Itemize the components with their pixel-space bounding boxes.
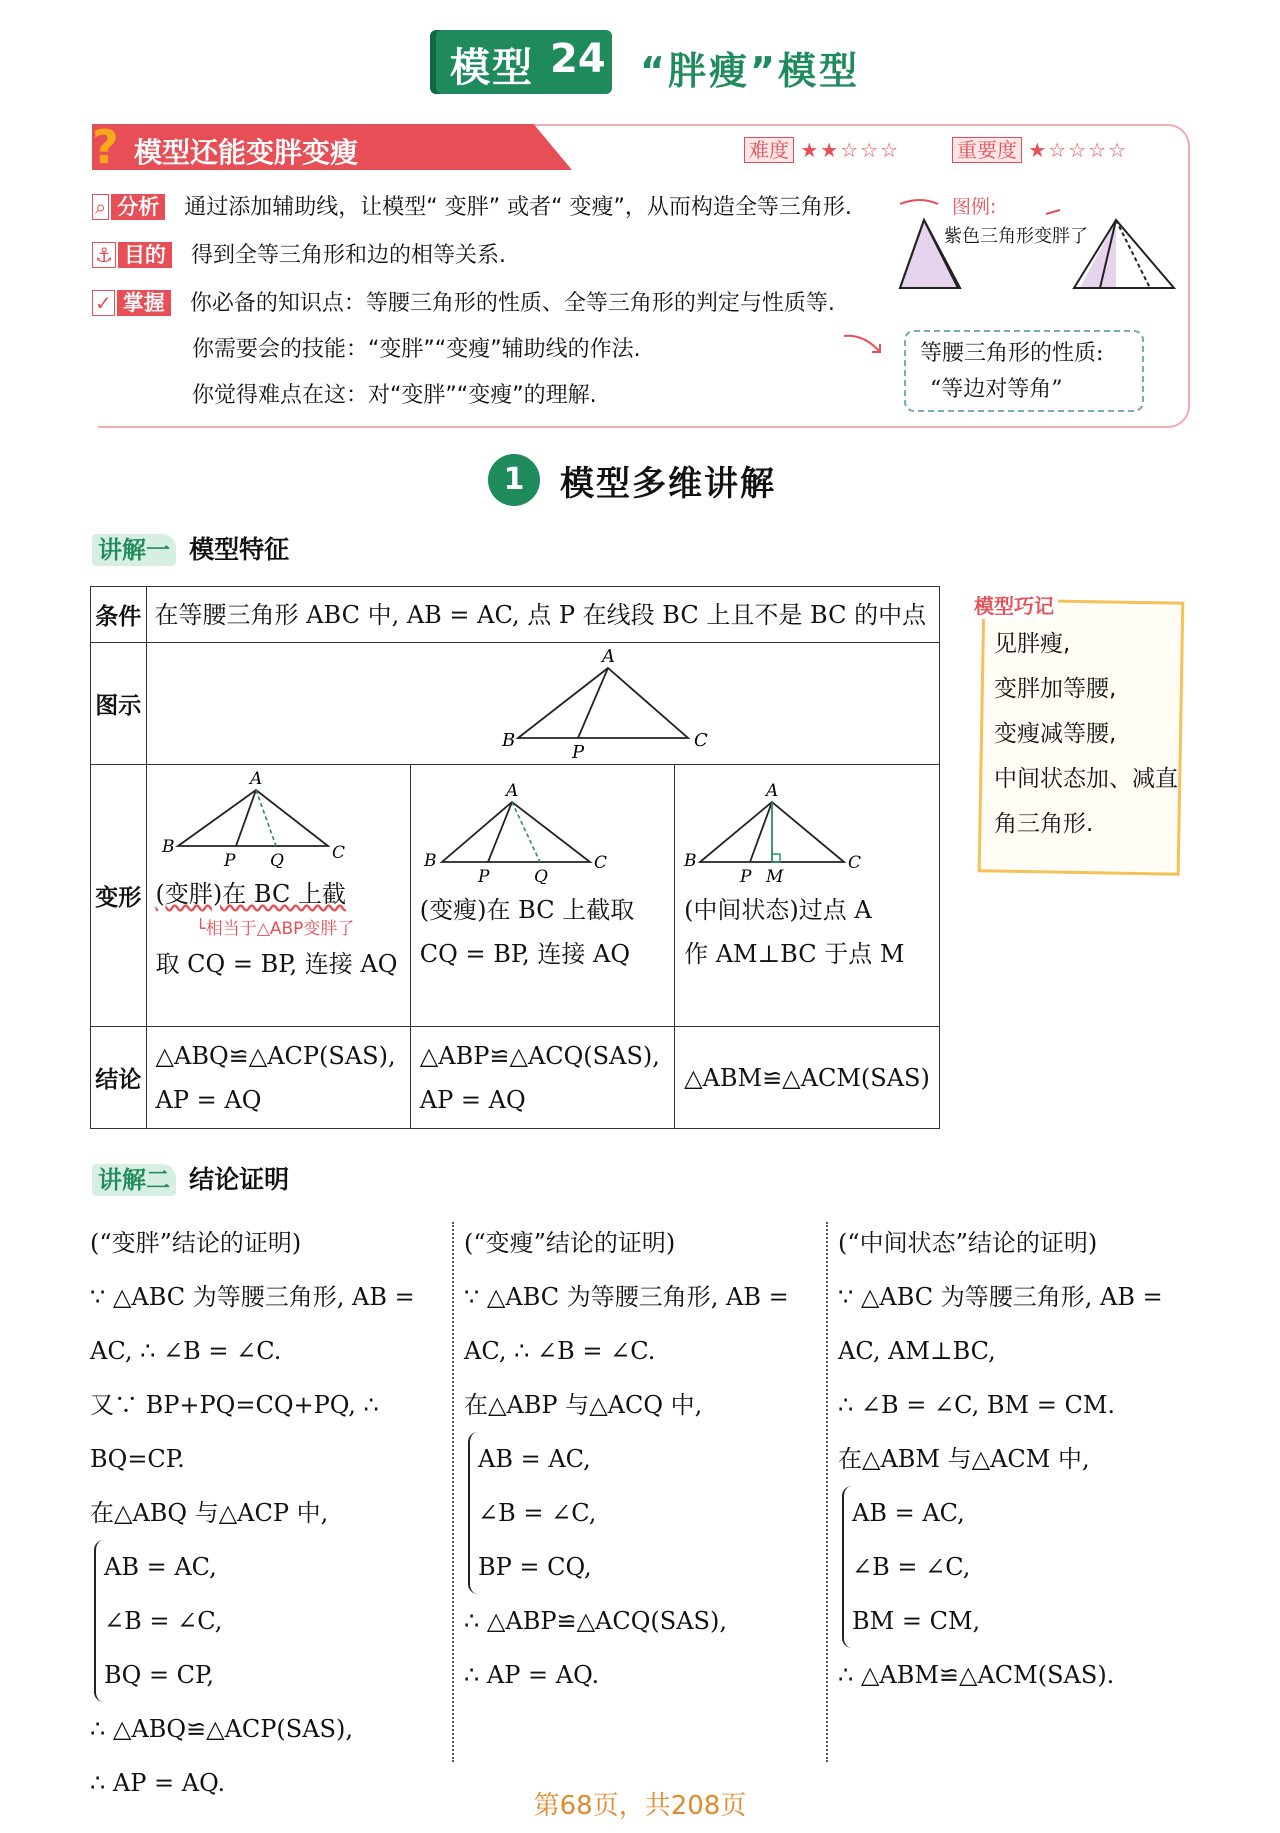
- fat-concl-2: AP = AQ: [155, 1085, 262, 1114]
- fat-figure: [148, 766, 408, 868]
- proof-fat: [90, 1216, 450, 1810]
- proof-thin-line: 在△ABP 与△ACQ 中,: [464, 1391, 703, 1419]
- row-label-figure: 图示: [91, 643, 147, 765]
- thin-fig-AQ: [512, 802, 540, 862]
- conclusion-fat: [146, 1027, 410, 1129]
- proof-thin-head: (“变瘦”结论的证明): [464, 1229, 676, 1257]
- proof-thin-after: ∴ AP = AQ.: [464, 1661, 600, 1689]
- fat-fig-AP: [236, 790, 256, 846]
- model-table: [90, 586, 940, 1129]
- mnemonic-line: 变瘦减等腰,: [994, 721, 1117, 747]
- thin-concl-1: △ABP≌△ACQ(SAS),: [419, 1041, 660, 1070]
- row-label-conclusion: 结论: [91, 1027, 147, 1129]
- proof-fat-after: ∴ AP = AQ.: [90, 1769, 226, 1797]
- thin-fig-AP: [488, 802, 512, 862]
- conclusion-mid: [675, 1027, 940, 1129]
- mnemonic-line: 变胖加等腰,: [994, 676, 1117, 702]
- base-figure-cell: [146, 643, 939, 765]
- part1-tag: 讲解一: [92, 534, 176, 566]
- brace-line: BP = CQ,: [478, 1553, 592, 1581]
- base-point-A: A: [601, 645, 615, 667]
- section-title: 模型多维讲解: [560, 464, 776, 504]
- table-row-variants: [91, 765, 940, 1027]
- table-row-figure: [91, 643, 940, 765]
- proof-mid-after: ∴ △ABM≌△ACM(SAS).: [838, 1661, 1115, 1689]
- brace-line: BM = CM,: [852, 1607, 981, 1635]
- master-line-1: 你必备的知识点：等腰三角形的性质、全等三角形的判定与性质等.: [189, 291, 835, 316]
- mid-point-C: C: [848, 853, 862, 873]
- example-arrow-curve: [900, 200, 938, 204]
- column-divider: [826, 1222, 828, 1762]
- part2-heading: [92, 1160, 289, 1196]
- proof-fat-after: ∴ △ABQ≌△ACP(SAS),: [90, 1715, 353, 1743]
- goal-text: 得到全等三角形和边的相等关系.: [191, 243, 507, 268]
- base-triangle-figure: [148, 646, 928, 758]
- tip-line-1: 等腰三角形的性质:: [920, 341, 1104, 366]
- conclusion-thin: [410, 1027, 674, 1129]
- mid-figure: [676, 766, 936, 884]
- example-arrow-head: [1046, 210, 1060, 214]
- thin-point-Q: Q: [533, 867, 548, 884]
- proof-thin-brace: [468, 1432, 678, 1594]
- goal-row: [92, 238, 506, 269]
- brace-line: ∠B = ∠C,: [852, 1553, 971, 1581]
- part1-title: 模型特征: [189, 535, 290, 564]
- thin-point-A: A: [505, 781, 519, 801]
- title-number: 24: [550, 36, 606, 82]
- proof-mid-line: AC, AM⊥BC,: [838, 1337, 996, 1365]
- thin-concl-2: AP = AQ: [419, 1085, 526, 1114]
- difficulty-label: 难度: [744, 137, 794, 163]
- thin-point-B: B: [423, 851, 437, 871]
- fat-note: └相当于△ABP变胖了: [195, 919, 355, 939]
- fat-point-A: A: [249, 769, 262, 789]
- part2-tag: 讲解二: [92, 1164, 176, 1196]
- mid-line-1: (中间状态)过点 A: [684, 896, 872, 924]
- variant-thin-cell: [410, 765, 674, 1027]
- analysis-row: [92, 190, 852, 221]
- mnemonic-line: 角三角形.: [994, 811, 1094, 837]
- goal-icon: ⚓: [92, 242, 116, 268]
- proof-fat-head: (“变胖”结论的证明): [90, 1229, 302, 1257]
- row-label-condition: 条件: [91, 587, 147, 643]
- mnemonic-line: 见胖瘦,: [994, 631, 1071, 657]
- title-model-name: “胖瘦”模型: [640, 49, 860, 93]
- thin-point-P: P: [477, 867, 490, 884]
- proof-mid-line: ∵ △ABC 为等腰三角形, AB =: [838, 1283, 1163, 1311]
- title-model-word: 模型: [450, 45, 534, 91]
- proof-mid-head: (“中间状态”结论的证明): [838, 1229, 1098, 1257]
- master-line-2: 你需要会的技能：“变胖”“变瘦”辅助线的作法.: [192, 337, 641, 362]
- thin-figure: [412, 766, 672, 884]
- table-row-conclusion: [91, 1027, 940, 1129]
- part1-heading: [92, 530, 289, 566]
- proof-mid-line: ∴ ∠B = ∠C, BM = CM.: [838, 1391, 1116, 1419]
- proof-mid: [838, 1216, 1188, 1702]
- column-divider: [452, 1222, 454, 1762]
- importance-stars: ★☆☆☆☆: [1028, 138, 1129, 162]
- base-point-B: B: [501, 729, 515, 751]
- brace-line: AB = AC,: [104, 1553, 217, 1581]
- mid-point-M: M: [766, 867, 784, 884]
- fat-point-Q: Q: [269, 851, 284, 868]
- tip-line-2: “等边对等角”: [930, 377, 1063, 402]
- check-icon: ✓: [92, 290, 115, 316]
- intro-banner-text: 模型还能变胖变瘦: [134, 136, 359, 169]
- brace-line: ∠B = ∠C,: [104, 1607, 223, 1635]
- goal-label: 目的: [118, 242, 172, 268]
- question-mark-icon: ?: [92, 120, 119, 174]
- row-label-variant: 变形: [91, 765, 147, 1027]
- mid-point-P: P: [740, 867, 752, 884]
- importance-rating: [952, 134, 1128, 163]
- proof-fat-line: 在△ABQ 与△ACP 中,: [90, 1499, 329, 1527]
- brace-line: BQ = CP,: [104, 1661, 214, 1689]
- analysis-icon: ⌕: [92, 194, 109, 220]
- example-figure: [860, 196, 1180, 300]
- page-footer: 第68页，共208页: [533, 1791, 747, 1821]
- thin-point-C: C: [593, 853, 607, 873]
- table-row-condition: [91, 587, 940, 643]
- master-label: 掌握: [117, 290, 171, 316]
- mnemonic-line: 中间状态加、减直: [994, 766, 1178, 792]
- fat-point-C: C: [331, 843, 345, 863]
- condition-text: 在等腰三角形 ABC 中, AB = AC, 点 P 在线段 BC 上且不是 BC 的中点: [146, 587, 939, 643]
- difficulty-stars: ★★☆☆☆: [800, 138, 901, 162]
- thin-line-1: (变瘦)在 BC 上截取: [419, 896, 635, 924]
- analysis-text: 通过添加辅助线，让模型“ 变胖” 或者“ 变瘦”，从而构造全等三角形.: [184, 195, 852, 220]
- brace-line: AB = AC,: [478, 1445, 591, 1473]
- fat-line-1: (变胖)在 BC 上截: [155, 880, 346, 908]
- proof-mid-line: 在△ABM 与△ACM 中,: [838, 1445, 1090, 1473]
- thin-line-2: CQ = BP, 连接 AQ: [419, 940, 631, 968]
- fat-point-B: B: [161, 837, 175, 857]
- proof-fat-brace: [94, 1540, 304, 1702]
- fat-line-2: 取 CQ = BP, 连接 AQ: [155, 950, 398, 978]
- proof-mid-brace: [842, 1486, 1052, 1648]
- proof-thin: [464, 1216, 820, 1702]
- proof-fat-line: AC, ∴ ∠B = ∠C.: [90, 1337, 282, 1365]
- right-angle-mark: [772, 854, 780, 862]
- base-point-P: P: [571, 741, 584, 758]
- proof-thin-line: ∵ △ABC 为等腰三角形, AB =: [464, 1283, 789, 1311]
- mid-concl-1: △ABM≌△ACM(SAS): [684, 1063, 930, 1092]
- fat-point-P: P: [223, 851, 235, 868]
- fat-note-text: 相当于△ABP变胖了: [205, 919, 355, 939]
- variant-mid-cell: [675, 765, 940, 1027]
- difficulty-rating: [744, 134, 900, 163]
- example-note: 紫色三角形变胖了: [944, 226, 1088, 247]
- mid-point-A: A: [766, 781, 779, 801]
- mnemonic-lines: [994, 622, 1178, 847]
- example-label: 图例:: [952, 196, 997, 218]
- proof-thin-after: ∴ △ABP≌△ACQ(SAS),: [464, 1607, 727, 1635]
- variant-fat-cell: [146, 765, 410, 1027]
- base-point-C: C: [693, 729, 708, 751]
- mid-point-B: B: [684, 851, 697, 871]
- tip-arrow-icon: [840, 330, 890, 360]
- proof-thin-line: AC, ∴ ∠B = ∠C.: [464, 1337, 656, 1365]
- section-number: 1: [488, 454, 540, 506]
- mid-line-2: 作 AM⊥BC 于点 M: [684, 940, 905, 968]
- proof-fat-line: 又∵ BP+PQ=CQ+PQ, ∴ BQ=CP.: [90, 1391, 379, 1473]
- proof-fat-line: ∵ △ABC 为等腰三角形, AB =: [90, 1283, 415, 1311]
- master-line-3: 你觉得难点在这：对“变胖”“变瘦”的理解.: [192, 383, 597, 408]
- analysis-label: 分析: [111, 194, 165, 220]
- brace-line: AB = AC,: [852, 1499, 965, 1527]
- fat-concl-1: △ABQ≌△ACP(SAS),: [155, 1041, 396, 1070]
- importance-label: 重要度: [952, 137, 1022, 163]
- mnemonic-title: 模型巧记: [970, 590, 1058, 619]
- brace-line: ∠B = ∠C,: [478, 1499, 597, 1527]
- master-row: [92, 286, 835, 317]
- base-segment-AP: [578, 668, 608, 738]
- part2-title: 结论证明: [189, 1165, 290, 1194]
